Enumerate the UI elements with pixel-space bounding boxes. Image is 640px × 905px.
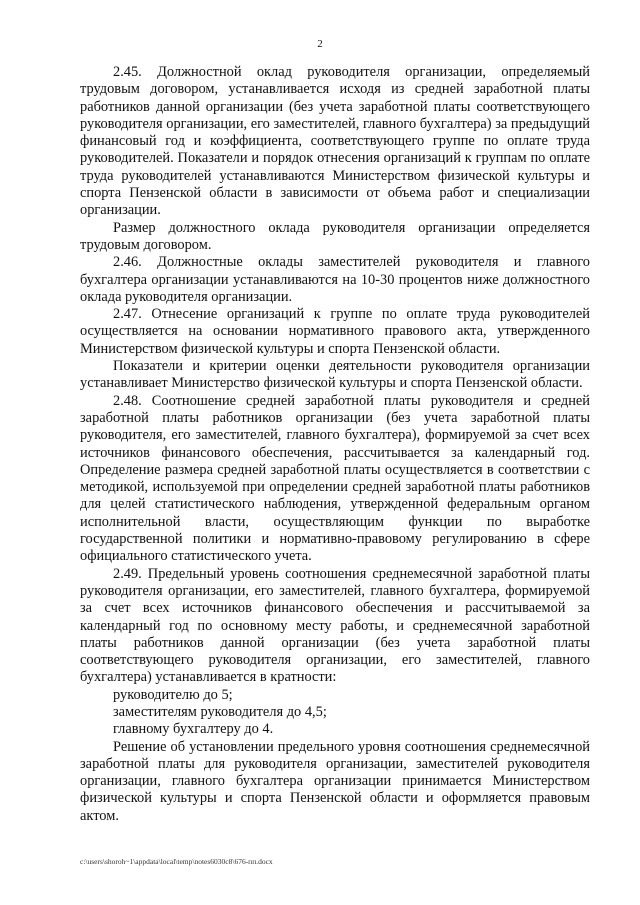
footer-file-path: c:\users\shoroh~1\appdata\local\temp\notes6030c8\676-пп.docx xyxy=(80,857,273,866)
page-number: 2 xyxy=(317,38,323,50)
paragraph-2-46: 2.46. Должностные оклады заместителей руководителя и главного бухгалтера организации устанавливаются на 10-30 процентов ниже должностного оклада руководителя организации. xyxy=(80,254,590,305)
list-item-chief-accountant: главному бухгалтеру до 4. xyxy=(113,721,274,738)
paragraph-criteria: Показатели и критерии оценки деятельности руководителя организации устанавливает Министерство физической культуры и спорта Пензенской области. xyxy=(80,358,590,392)
list-item-deputies: заместителям руководителя до 4,5; xyxy=(113,703,327,720)
paragraph-2-48: 2.48. Соотношение средней заработной платы руководителя и средней заработной платы работников организации (без учета заработной платы руководителя, его заместителей, главного бухгалтера), формируемой за счет всех источников финансового обеспечения, рассчитывается за календарный год. Определение размера средней заработной платы осуществляется в соответствии с методикой, используемой при определении средней заработной платы работников для целей статистического наблюдения, утвержденной федеральным органом исполнительной власти, осуществляющим функции по выработке государственной политики и нормативно-правовому регулированию в сфере официального статистического учета. xyxy=(80,392,590,565)
document-body xyxy=(80,64,590,825)
paragraph-2-47: 2.47. Отнесение организаций к группе по оплате труда руководителей осуществляется на основании нормативного правового акта, утвержденного Министерством физической культуры и спорта Пензенской области. xyxy=(80,306,590,357)
list-item-director: руководителю до 5; xyxy=(113,686,233,703)
paragraph-decision: Решение об установлении предельного уровня соотношения среднемесячной заработной платы для руководителя организации, заместителей руководителя организации, главного бухгалтера организации принимается Министерством физической культуры и спорта Пензенской области и оформляется правовым актом. xyxy=(80,738,590,824)
paragraph-2-45: 2.45. Должностной оклад руководителя организации, определяемый трудовым договором, устанавливается исходя из средней заработной платы работников данной организации (без учета заработной платы соответствующего руководителя организации, его заместителей, главного бухгалтера) за предыдущий финансовый год и коэффициента, соответствующего группе по оплате труда руководителей. Показатели и порядок отнесения организаций к группам по оплате труда руководителей устанавливаются Министерством физической культуры и спорта Пензенской области в зависимости от объема работ и специализации организации. xyxy=(80,64,590,219)
paragraph-2-49: 2.49. Предельный уровень соотношения среднемесячной заработной платы руководителя организации, его заместителей, главного бухгалтера, формируемой за счет всех источников финансового обеспечения и рассчитываемой за календарный год по основному месту работы, и среднемесячной заработной платы работников данной организации (без учета заработной платы соответствующего руководителя организации, его заместителей, главного бухгалтера) устанавливается в кратности: xyxy=(80,565,590,686)
paragraph-oklad-size: Размер должностного оклада руководителя организации определяется трудовым договором. xyxy=(80,219,590,253)
